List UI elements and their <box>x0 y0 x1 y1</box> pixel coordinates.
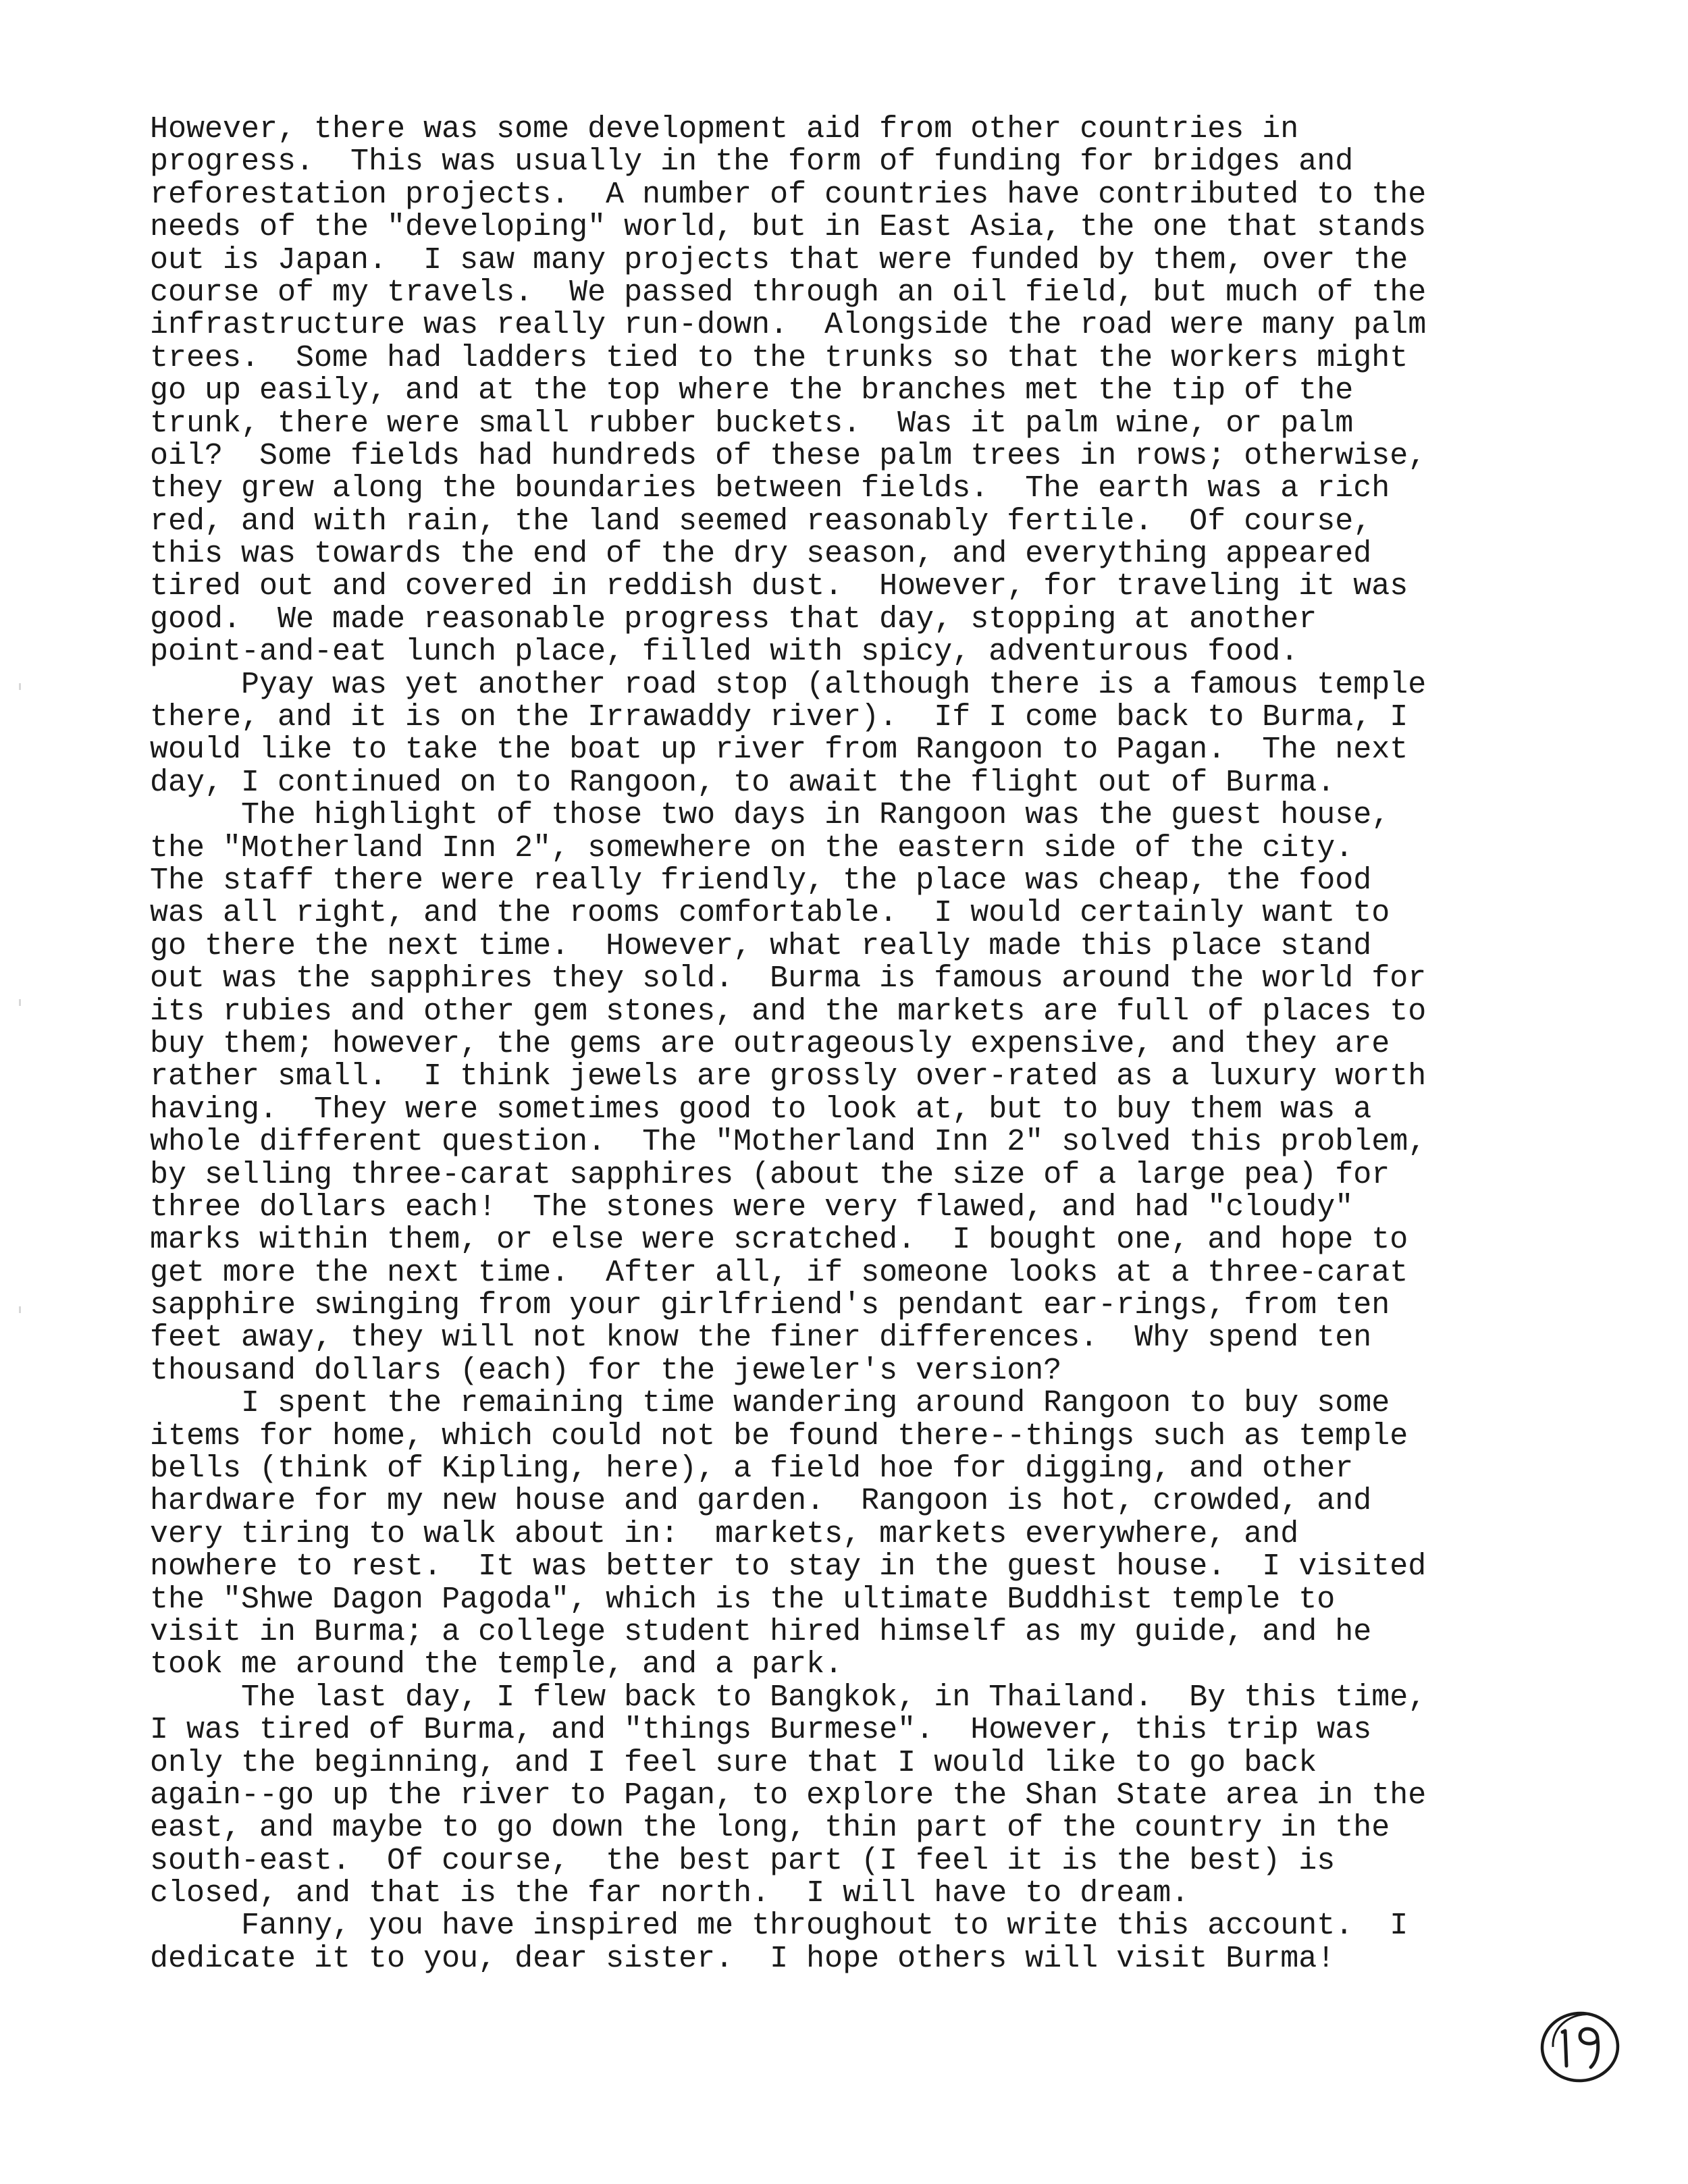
text-line: nowhere to rest. It was better to stay in the guest house. I visited <box>150 1549 1427 1584</box>
text-line: good. We made reasonable progress that day, stopping at another <box>150 602 1317 637</box>
text-line: was all right, and the rooms comfortable. I would certainly want to <box>150 896 1390 931</box>
text-line: out is Japan. I saw many projects that were funded by them, over the <box>150 242 1408 277</box>
text-line: only the beginning, and I feel sure that I would like to go back <box>150 1745 1317 1780</box>
text-line: would like to take the boat up river from Rangoon to Pagan. The next <box>150 733 1408 768</box>
text-line: the "Motherland Inn 2", somewhere on the eastern side of the city. <box>150 830 1354 865</box>
text-line: feet away, they will not know the finer differences. Why spend ten <box>150 1321 1372 1356</box>
text-line: course of my travels. We passed through an oil field, but much of the <box>150 275 1427 310</box>
scan-artifact <box>19 999 21 1006</box>
text-line: rather small. I think jewels are grossly over-rated as a luxury worth <box>150 1059 1427 1094</box>
text-line: having. They were sometimes good to look at, but to buy them was a <box>150 1092 1372 1127</box>
text-line: thousand dollars (each) for the jeweler's version? <box>150 1353 1062 1388</box>
text-line: items for home, which could not be found there--things such as temple <box>150 1418 1408 1454</box>
text-line: visit in Burma; a college student hired himself as my guide, and he <box>150 1614 1372 1649</box>
text-line: The last day, I flew back to Bangkok, in Thailand. By this time, <box>150 1680 1427 1715</box>
text-line: The highlight of those two days in Rangoon was the guest house, <box>150 798 1390 833</box>
text-line: red, and with rain, the land seemed reasonably fertile. Of course, <box>150 504 1372 539</box>
text-line: there, and it is on the Irrawaddy river). If I come back to Burma, I <box>150 700 1408 735</box>
text-line: closed, and that is the far north. I will have to dream. <box>150 1876 1190 1911</box>
scan-artifact <box>19 1306 21 1313</box>
text-line: day, I continued on to Rangoon, to await the flight out of Burma. <box>150 765 1336 800</box>
text-line: this was towards the end of the dry season, and everything appeared <box>150 537 1372 572</box>
text-line: progress. This was usually in the form of funding for bridges and <box>150 144 1354 180</box>
text-line: its rubies and other gem stones, and the markets are full of places to <box>150 994 1427 1029</box>
text-line: took me around the temple, and a park. <box>150 1647 843 1682</box>
text-line: reforestation projects. A number of countries have contributed to the <box>150 177 1427 212</box>
text-line: dedicate it to you, dear sister. I hope others will visit Burma! <box>150 1941 1336 1976</box>
text-line: Pyay was yet another road stop (although there is a famous temple <box>150 667 1427 702</box>
text-line: three dollars each! The stones were very flawed, and had "cloudy" <box>150 1190 1354 1225</box>
text-line: they grew along the boundaries between fields. The earth was a rich <box>150 471 1390 506</box>
text-line: go there the next time. However, what really made this place stand <box>150 928 1372 963</box>
text-line: bells (think of Kipling, here), a field hoe for digging, and other <box>150 1451 1354 1487</box>
text-line: I spent the remaining time wandering around Rangoon to buy some <box>150 1386 1390 1421</box>
text-line: trees. Some had ladders tied to the trunks so that the workers might <box>150 340 1408 375</box>
text-line: go up easily, and at the top where the branches met the tip of the <box>150 373 1354 408</box>
scan-artifact <box>19 683 21 690</box>
text-line: tired out and covered in reddish dust. However, for traveling it was <box>150 569 1408 604</box>
text-line: However, there was some development aid from other countries in <box>150 112 1299 147</box>
handwritten-page-number <box>1538 2006 1622 2086</box>
circled-page-number-icon <box>1538 2006 1622 2086</box>
typed-body-text <box>150 113 1581 1975</box>
text-line: trunk, there were small rubber buckets. Was it palm wine, or palm <box>150 406 1354 441</box>
text-line: again--go up the river to Pagan, to explore the Shan State area in the <box>150 1778 1427 1813</box>
text-line: Fanny, you have inspired me throughout to write this account. I <box>150 1909 1408 1944</box>
text-line: whole different question. The "Motherland Inn 2" solved this problem, <box>150 1125 1427 1160</box>
text-line: marks within them, or else were scratched. I bought one, and hope to <box>150 1223 1408 1258</box>
text-line: by selling three-carat sapphires (about the size of a large pea) for <box>150 1157 1390 1192</box>
text-line: out was the sapphires they sold. Burma is famous around the world for <box>150 961 1427 996</box>
text-line: oil? Some fields had hundreds of these palm trees in rows; otherwise, <box>150 438 1427 473</box>
text-line: infrastructure was really run-down. Alongside the road were many palm <box>150 308 1427 343</box>
text-line: east, and maybe to go down the long, thin part of the country in the <box>150 1811 1390 1846</box>
text-line: needs of the "developing" world, but in East Asia, the one that stands <box>150 210 1427 245</box>
text-line: point-and-eat lunch place, filled with spicy, adventurous food. <box>150 635 1299 670</box>
text-line: get more the next time. After all, if someone looks at a three-carat <box>150 1255 1408 1290</box>
text-line: south-east. Of course, the best part (I feel it is the best) is <box>150 1843 1336 1878</box>
text-line: buy them; however, the gems are outrageously expensive, and they are <box>150 1026 1390 1061</box>
text-line: sapphire swinging from your girlfriend's pendant ear-rings, from ten <box>150 1288 1390 1323</box>
text-line: very tiring to walk about in: markets, markets everywhere, and <box>150 1516 1299 1551</box>
text-line: hardware for my new house and garden. Rangoon is hot, crowded, and <box>150 1484 1372 1519</box>
text-line: The staff there were really friendly, the place was cheap, the food <box>150 863 1372 898</box>
text-line: I was tired of Burma, and "things Burmese". However, this trip was <box>150 1713 1372 1748</box>
text-line: the "Shwe Dagon Pagoda", which is the ultimate Buddhist temple to <box>150 1582 1336 1617</box>
